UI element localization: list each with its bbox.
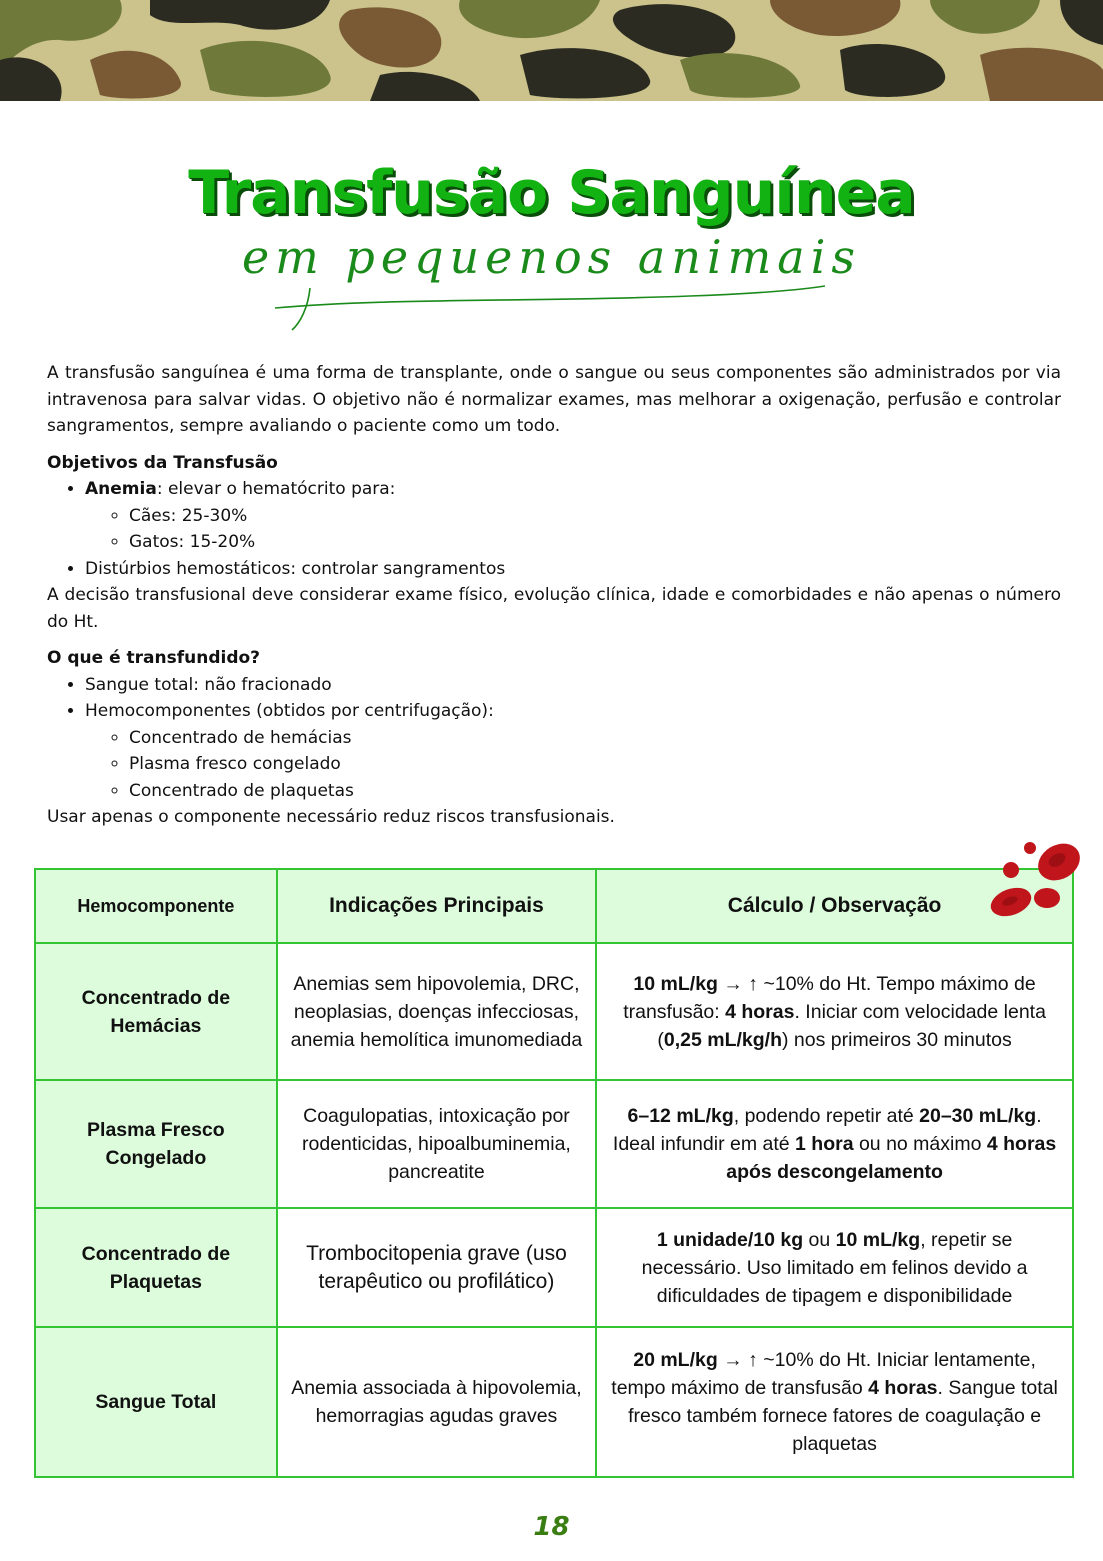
- calc-emphasis: 1 hora: [795, 1133, 854, 1155]
- blood-cells-icon: [985, 838, 1085, 920]
- calc-emphasis: 20–30 mL/kg: [919, 1105, 1037, 1127]
- calculation-cell: [596, 1208, 1073, 1327]
- table-row: [35, 943, 1073, 1080]
- risk-note: Usar apenas o componente necessário reduz riscos transfusionais.: [47, 807, 615, 827]
- calc-emphasis: 10 mL/kg: [835, 1228, 921, 1251]
- calc-emphasis: 20 mL/kg: [633, 1349, 718, 1371]
- objectives-list: [47, 476, 1061, 582]
- list-item: ◦ Cães: 25-30%: [129, 503, 1061, 530]
- column-header: Hemocomponente: [35, 869, 277, 943]
- decision-paragraph: A decisão transfusional deve considerar exame físico, evolução clínica, idade e comorbidades e não apenas o número do Ht.: [47, 585, 1061, 632]
- calc-text: , repetir se necessário. Uso limitado em felinos devido a dificuldades de tipagem e disponibilidade: [641, 1228, 1028, 1307]
- anemia-label: Anemia: [85, 479, 157, 499]
- table-row: [35, 1327, 1073, 1477]
- hemocomponent-table: [34, 868, 1074, 1478]
- anemia-targets: [85, 503, 1061, 556]
- calculation-cell: [596, 943, 1073, 1080]
- row-header: Concentrado de Hemácias: [35, 943, 277, 1080]
- calc-emphasis: 4 horas: [868, 1377, 938, 1399]
- list-item: ◦ Plasma fresco congelado: [129, 751, 1061, 778]
- column-header: Cálculo / Observação: [596, 869, 1073, 943]
- list-item: ◦ Concentrado de plaquetas: [129, 778, 1061, 805]
- page-subtitle: em pequenos animais: [241, 230, 862, 284]
- intro-paragraph: A transfusão sanguínea é uma forma de transplante, onde o sangue ou seus componentes são administrados por via intravenosa para salvar vidas. O objetivo não é normalizar exames, mas melhorar a oxigenação, perfusão e controlar sangramentos, sempre avaliando o paciente como um todo.: [47, 363, 1061, 436]
- calc-text: . Iniciar com velocidade lenta (: [657, 1000, 1046, 1051]
- indications-cell: Coagulopatias, intoxicação por rodenticidas, hipoalbuminemia, pancreatite: [277, 1080, 596, 1208]
- row-header: Concentrado de Plaquetas: [35, 1208, 277, 1327]
- page-number: 18: [533, 1512, 570, 1542]
- row-header: Plasma Fresco Congelado: [35, 1080, 277, 1208]
- body-text: [47, 360, 1061, 831]
- subtitle-flourish: [270, 268, 830, 332]
- list-item: • Anemia: elevar o hematócrito para: ◦ Cães: 25-30% ◦ Gatos: 15-20%: [85, 476, 1061, 556]
- list-item: ◦ Gatos: 15-20%: [129, 529, 1061, 556]
- calc-text: → ↑ ~10% do Ht. Iniciar lentamente, tempo máximo de transfusão: [611, 1349, 1036, 1399]
- calc-emphasis: 4 horas após descongelamento: [726, 1133, 1057, 1183]
- table-row: [35, 1080, 1073, 1208]
- table-row: [35, 1208, 1073, 1327]
- indications-cell: Anemia associada à hipovolemia, hemorragias agudas graves: [277, 1327, 596, 1477]
- calc-emphasis: 0,25 mL/kg/h: [663, 1028, 782, 1051]
- row-header: Sangue Total: [35, 1327, 277, 1477]
- calculation-cell: [596, 1080, 1073, 1208]
- calc-text: ou: [803, 1228, 836, 1251]
- column-header: Indicações Principais: [277, 869, 596, 943]
- calc-text: . Ideal infundir em até: [612, 1105, 1042, 1155]
- calc-text: → ↑ ~10% do Ht. Tempo máximo de transfusão:: [623, 972, 1036, 1023]
- list-item: • Distúrbios hemostáticos: controlar sangramentos: [85, 556, 1061, 583]
- calc-emphasis: 10 mL/kg: [633, 972, 718, 995]
- transfused-list: [47, 672, 1061, 805]
- calculation-cell: [596, 1327, 1073, 1477]
- calc-text: . Sangue total fresco também fornece fatores de coagulação e plaquetas: [628, 1377, 1058, 1455]
- calc-text: ou no máximo: [853, 1133, 987, 1155]
- calc-text: ) nos primeiros 30 minutos: [782, 1028, 1012, 1051]
- camouflage-banner: [0, 0, 1103, 101]
- calc-emphasis: 1 unidade/10 kg: [656, 1228, 804, 1251]
- calc-text: , podendo repetir até: [733, 1105, 920, 1127]
- calc-emphasis: 6–12 mL/kg: [627, 1105, 734, 1127]
- transfused-heading: O que é transfundido?: [47, 648, 261, 668]
- calc-emphasis: 4 horas: [725, 1000, 795, 1023]
- table-header-row: [35, 869, 1073, 943]
- list-item: • Sangue total: não fracionado: [85, 672, 1061, 699]
- indications-cell: Anemias sem hipovolemia, DRC, neoplasias, doenças infecciosas, anemia hemolítica imunomediada: [277, 943, 596, 1080]
- list-item: • Hemocomponentes (obtidos por centrifugação): ◦ Concentrado de hemácias ◦ Plasma fresco congelado ◦ Concentrado de plaquetas: [85, 698, 1061, 804]
- page-title: Transfusão Sanguínea: [188, 158, 915, 228]
- list-item: ◦ Concentrado de hemácias: [129, 725, 1061, 752]
- objectives-heading: Objetivos da Transfusão: [47, 452, 278, 473]
- indications-cell: Trombocitopenia grave (uso terapêutico ou profilático): [277, 1208, 596, 1327]
- components-list: [85, 725, 1061, 805]
